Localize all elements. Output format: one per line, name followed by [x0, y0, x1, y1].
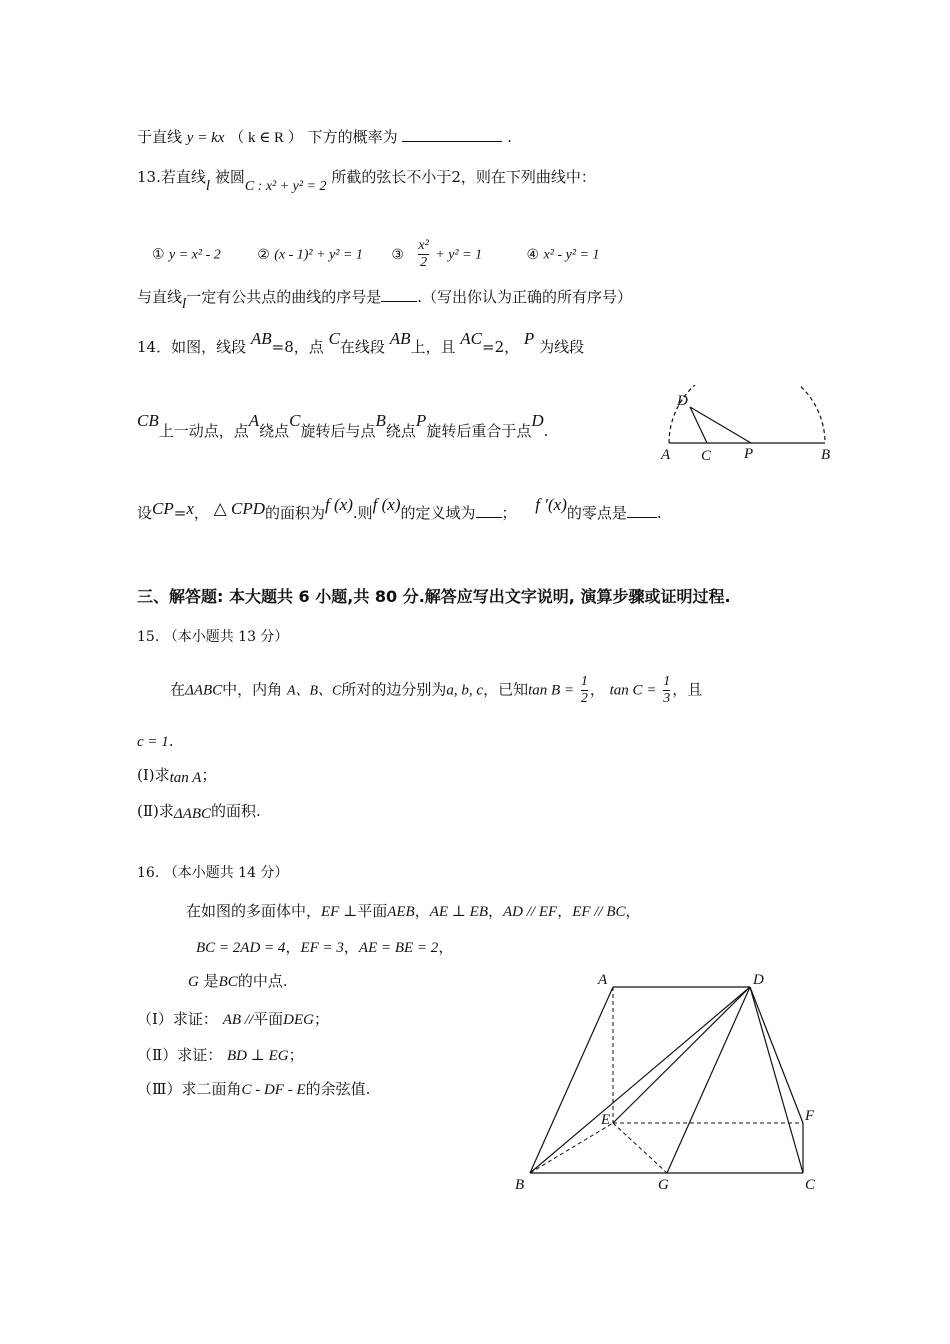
- q14-l3-c: 的面积为: [265, 504, 326, 522]
- q16-edge-DE: [613, 987, 750, 1123]
- q14-l2-a: 上一动点，点: [158, 422, 249, 440]
- q14-B: B: [375, 411, 386, 430]
- q16-part3: [137, 1078, 370, 1101]
- q16-p1-label: （Ⅰ）求证：: [137, 1010, 218, 1028]
- q16-p1-expr: AB //: [222, 1012, 254, 1028]
- q13-opt4: x² - y² = 1: [543, 247, 600, 263]
- q16-p3-end: 的余弦值.: [305, 1080, 371, 1098]
- q15-l1-e: ，: [589, 680, 605, 699]
- q16-l1-b: 平面: [357, 902, 388, 920]
- q14-fig-label-D: D: [677, 393, 688, 409]
- q15-angles: A、B、C: [286, 683, 342, 699]
- q16-p2-expr: BD ⊥ EG: [226, 1048, 289, 1064]
- q14-l3-e: 的定义域为: [400, 504, 476, 522]
- q16-part1: [137, 1008, 329, 1031]
- q15-tanB-denominator: 2: [580, 691, 588, 706]
- q16-line3: [188, 970, 288, 993]
- q16-edge-BE: [530, 1123, 613, 1173]
- q14-D: D: [531, 411, 544, 430]
- q16-header: 16. （本小题共 14 分）: [137, 865, 289, 881]
- q13-mid2: 所截的弦长不小于2，则在下列曲线中：: [331, 168, 596, 186]
- q16-p3-label: （Ⅲ）求二面角: [137, 1080, 242, 1098]
- q16-l1-expr3: AE ⊥ EB: [429, 904, 488, 920]
- q15-tanC: tan C =: [609, 682, 657, 699]
- q12-end: .: [507, 128, 512, 146]
- q16-fig-label-D: D: [753, 972, 764, 988]
- q14-l2-d: 绕点: [385, 422, 416, 440]
- q16-l1-expr4: AD // EF: [503, 904, 558, 920]
- q13-line-l: l: [205, 178, 211, 194]
- q16-p2-label: （Ⅱ）求证：: [137, 1046, 223, 1064]
- q16-l1-c: ，: [414, 902, 430, 920]
- q14-triangle: △ CPD: [213, 499, 265, 518]
- q12-text: 于直线: [137, 128, 183, 146]
- q15-c-value: c = 1: [137, 734, 169, 750]
- q14-domain-blank[interactable]: [476, 503, 502, 518]
- q16-fig-label-B: B: [515, 1177, 525, 1193]
- q13-line3-l: l: [182, 296, 187, 312]
- q14-P-2: P: [415, 411, 427, 430]
- q14-AB-2: AB: [389, 329, 411, 348]
- q14-l3-d: .则: [352, 504, 373, 522]
- q13-prefix: 13.若直线: [137, 168, 206, 186]
- q12-answer-blank[interactable]: [402, 127, 502, 142]
- q15-l1-d: ，已知: [483, 680, 529, 699]
- q15-p1-label: (Ⅰ)求: [137, 766, 170, 784]
- q13-circle-eq: C : x² + y² = 2: [244, 179, 327, 194]
- q14-fx: f (x): [325, 495, 353, 514]
- q16-l1-e: ，: [557, 902, 573, 920]
- q15-l2-end: .: [168, 732, 174, 750]
- q14-C-2: C: [289, 411, 301, 430]
- q15-p2-label: (Ⅱ)求: [137, 802, 174, 820]
- q14-line2: [137, 411, 549, 442]
- q14-line1: [137, 329, 585, 358]
- q16-l1-f: ，: [625, 902, 641, 920]
- q13-opt3-rest: + y² = 1: [435, 247, 483, 263]
- q14-AB: AB: [250, 329, 272, 348]
- q16-fig-label-A: A: [598, 972, 608, 988]
- q15-p2-end: 的面积.: [211, 802, 261, 820]
- q14-fig-label-C: C: [701, 448, 712, 464]
- q13-line3: [137, 286, 632, 312]
- q16-l2-a: ，: [285, 938, 301, 956]
- q14-l3-b: ，: [193, 504, 209, 522]
- q13-answer-blank[interactable]: [381, 287, 417, 302]
- q16-fig-label-F: F: [805, 1108, 815, 1124]
- q13-opt3-numerator: x²: [418, 238, 429, 253]
- q14-A: A: [248, 411, 260, 430]
- q14-fpx: f ′(x): [535, 495, 567, 514]
- q14-fig-label-P: P: [744, 446, 754, 462]
- q14-l3-eq: =: [173, 504, 187, 522]
- q16-l1-a: 在如图的多面体中，: [186, 902, 322, 920]
- q14-l1-d: 上，且: [410, 338, 456, 356]
- q13-line3-b: 一定有公共点的曲线的序号是: [186, 288, 382, 306]
- q14-AC: AC: [460, 329, 483, 348]
- q15-p1-end: ；: [201, 766, 217, 784]
- q14-C: C: [328, 329, 340, 348]
- q15-l1-c: 所对的边分别为: [341, 680, 447, 699]
- q13-opt3-num: ③: [391, 246, 404, 263]
- q15-line1: [170, 674, 702, 707]
- q14-l2-f: .: [543, 422, 549, 440]
- q14-line3: [137, 495, 662, 524]
- q16-polyhedron-figure: [505, 965, 825, 1200]
- q14-l1-f: 为线段: [539, 338, 585, 356]
- q14-fig-label-A: A: [661, 447, 671, 463]
- q13-opt2-num: ②: [257, 246, 270, 263]
- q16-fig-label-G: G: [658, 1177, 669, 1193]
- q16-p2-end: ；: [288, 1046, 304, 1064]
- q15-tanC-numerator: 1: [663, 674, 671, 689]
- q14-l2-e: 旋转后重合于点: [426, 422, 532, 440]
- q12-tail-line: [137, 126, 512, 149]
- q15-l1-b: 中，内角: [222, 680, 283, 699]
- q13-mid1: 被圆: [214, 168, 245, 186]
- q15-part1: [137, 764, 216, 787]
- q12-equation: y = kx: [186, 130, 225, 146]
- q14-l3-h: .: [656, 504, 662, 522]
- q14-P: P: [523, 329, 535, 348]
- q14-l3-a: 设: [137, 504, 153, 522]
- q14-x: x: [186, 499, 194, 518]
- q14-l1-c: 在线段: [339, 338, 385, 356]
- q13-line3-a: 与直线: [137, 288, 183, 306]
- q16-line1: [186, 900, 641, 923]
- q13-opt1: y = x² - 2: [169, 247, 221, 263]
- q16-l1-d: ，: [488, 902, 504, 920]
- q14-zero-blank[interactable]: [627, 503, 657, 518]
- q16-l3-G: G: [188, 974, 199, 990]
- q14-semicircle-arc: [669, 385, 825, 443]
- q16-fig-label-C: C: [805, 1177, 816, 1193]
- q14-l3-f: ；: [501, 504, 517, 522]
- q16-l2-expr1: BC = 2AD = 4: [196, 940, 286, 956]
- q12-condition: （ k ∈ R ）: [229, 130, 303, 146]
- q16-edge-DF: [750, 987, 803, 1123]
- q13-opt1-num: ①: [152, 246, 165, 263]
- q15-l1-f: ，且: [672, 680, 703, 699]
- q13-options: [152, 238, 599, 271]
- q16-edge-AB: [530, 987, 613, 1173]
- q15-p2-expr: ΔABC: [173, 806, 212, 822]
- q14-fig-label-B: B: [821, 447, 831, 463]
- q15-p1-expr: tan A: [169, 770, 202, 786]
- q16-edge-DB: [530, 987, 750, 1173]
- q16-l3-a: 是: [203, 972, 219, 990]
- q16-l1-expr2: AEB: [387, 904, 415, 920]
- q14-semicircle-figure: [655, 385, 835, 470]
- q16-l1-expr5: EF // BC: [572, 904, 626, 920]
- q16-p1-end: ；: [313, 1010, 329, 1028]
- q13-opt3-fraction: [418, 238, 428, 271]
- q15-part2: [137, 800, 261, 823]
- q16-l1-expr1: EF ⊥: [321, 904, 358, 920]
- section3-heading: 三、解答题: 本大题共 6 小题,共 80 分.解答应写出文字说明, 演算步骤或证明过程.: [137, 587, 731, 606]
- q15-tanB-fraction: [581, 674, 588, 707]
- q16-l3-b: 的中点.: [237, 972, 288, 990]
- q16-l2-b: ，: [343, 938, 359, 956]
- q14-l1-a: 14．如图，线段: [137, 338, 247, 356]
- q16-l2-c: ，: [438, 938, 454, 956]
- q14-CP: CP: [152, 499, 174, 518]
- q16-l2-expr3: AE = BE = 2: [358, 940, 439, 956]
- q15-tanC-denominator: 3: [663, 691, 671, 706]
- q16-edge-EG: [613, 1123, 667, 1173]
- q16-p1-mid: 平面: [253, 1010, 284, 1028]
- q15-triangle: ΔABC: [185, 682, 223, 699]
- q14-CB: CB: [137, 411, 159, 430]
- q14-l1-b: =8，点: [271, 338, 324, 356]
- q16-l2-expr2: EF = 3: [300, 940, 344, 956]
- q16-part2: [137, 1044, 304, 1067]
- q16-p3-expr: C - DF - E: [241, 1082, 306, 1098]
- q12-text-after: 下方的概率为: [307, 128, 398, 146]
- q13-line3-c: .（写出你认为正确的所有序号）: [417, 288, 632, 306]
- q14-l2-b: 绕点: [259, 422, 290, 440]
- q15-l1-a: 在: [170, 680, 186, 699]
- q15-tanB-numerator: 1: [580, 674, 588, 689]
- q16-edge-DC: [750, 987, 803, 1173]
- q16-line2: [196, 936, 453, 959]
- q14-l2-c: 旋转后与点: [300, 422, 376, 440]
- q13-opt2: (x - 1)² + y² = 1: [274, 247, 363, 263]
- q15-line2: [137, 730, 174, 753]
- q15-tanB: tan B =: [528, 682, 575, 699]
- q16-fig-label-E: E: [601, 1112, 611, 1128]
- q15-sides: a, b, c: [446, 682, 484, 699]
- q15-header: 15. （本小题共 13 分）: [137, 629, 289, 645]
- q13-line1: [137, 166, 596, 194]
- q14-l1-e: =2，: [482, 338, 520, 356]
- q16-p1-expr2: DEG: [283, 1012, 314, 1028]
- q14-l3-g: 的零点是: [566, 504, 627, 522]
- q16-l3-BC: BC: [218, 974, 238, 990]
- q16-edge-DG: [667, 987, 750, 1173]
- q15-tanC-fraction: [663, 674, 670, 707]
- q13-opt3-denominator: 2: [420, 255, 428, 270]
- q13-opt4-num: ④: [526, 246, 540, 263]
- q14-fx-2: f (x): [372, 495, 401, 514]
